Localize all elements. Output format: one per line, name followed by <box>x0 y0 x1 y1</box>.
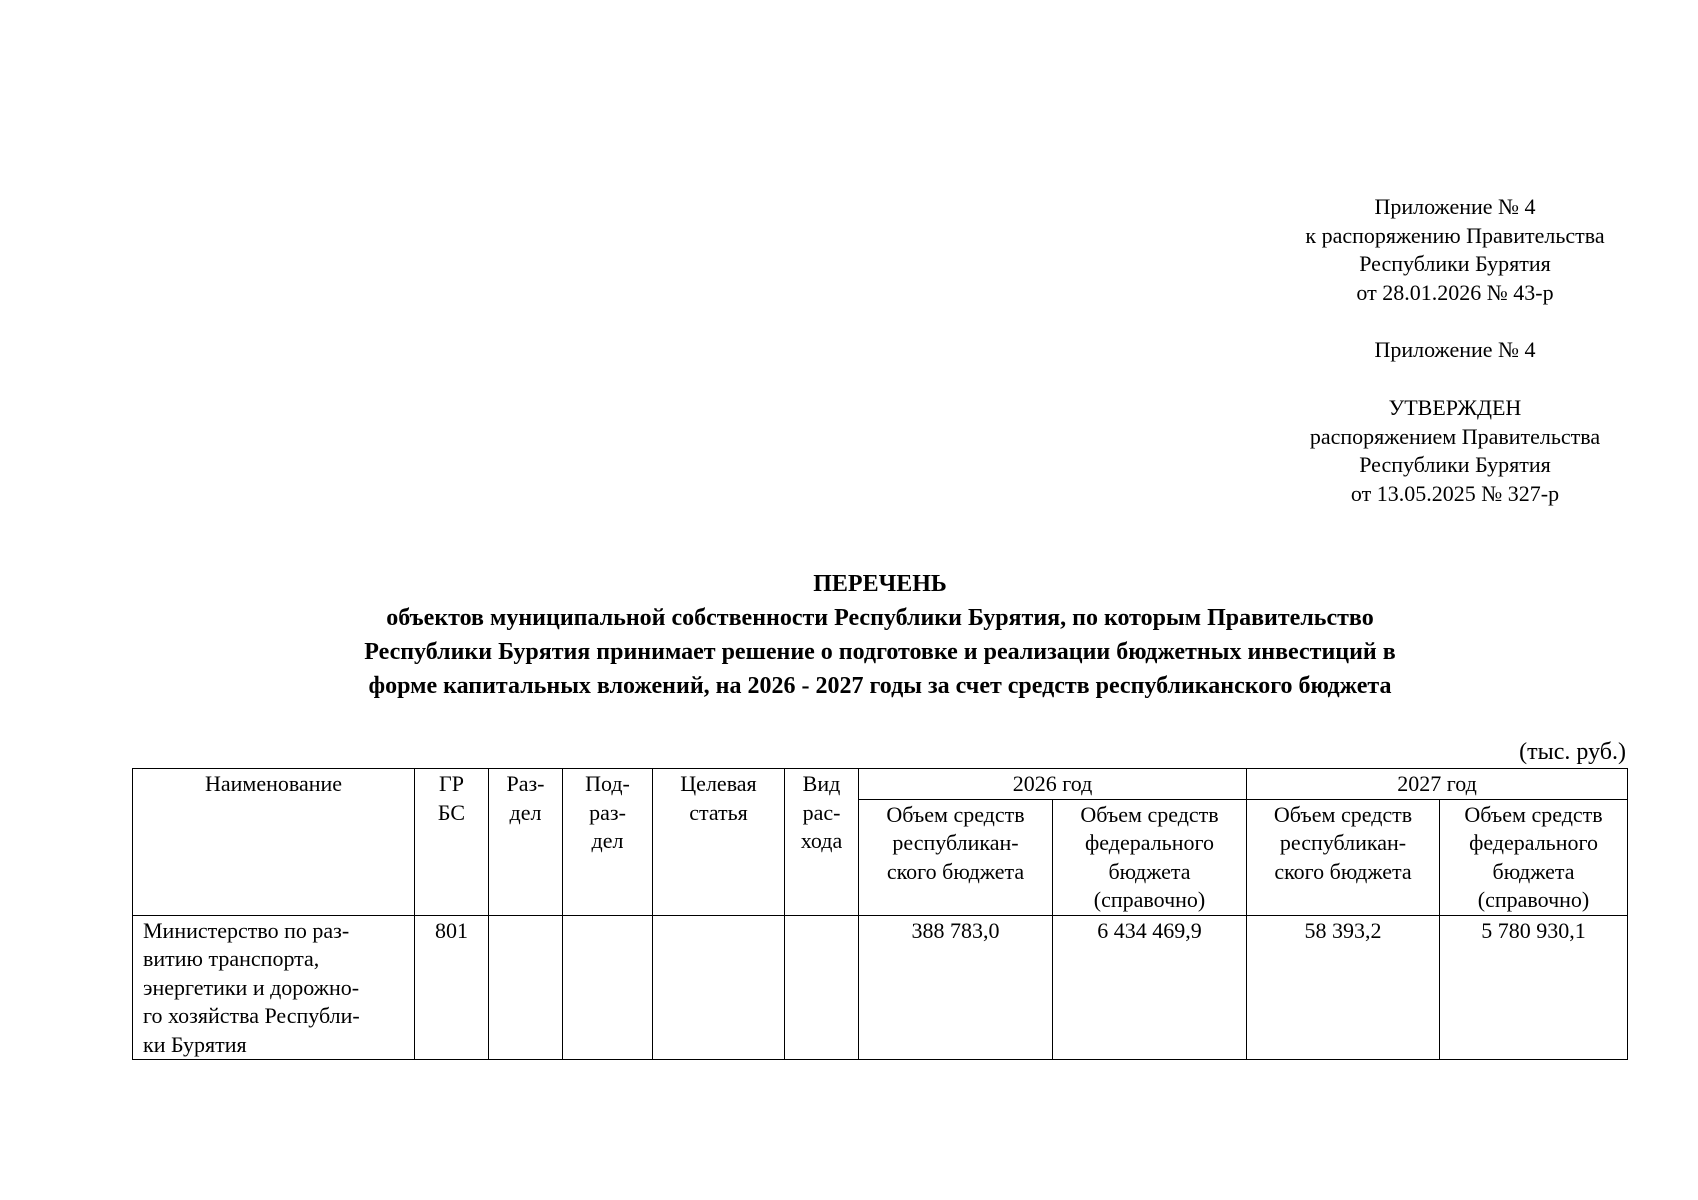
document-title <box>130 567 1630 703</box>
header-2027-republic: Объем средств республикан- ского бюджета <box>1247 799 1440 915</box>
header-year-2026: 2026 год <box>859 769 1247 800</box>
table-row <box>133 915 1628 1060</box>
cell-name: Министерство по раз- витию транспорта, энергетики и дорожно- го хозяйства Республи- ки Бурятия <box>133 915 415 1060</box>
header-2026-republic: Объем средств республикан- ского бюджета <box>859 799 1053 915</box>
header-name: Наименование <box>133 769 415 916</box>
header-podrazdel: Под- раз- дел <box>563 769 653 916</box>
appendix-to-order: к распоряжению Правительства <box>1305 222 1605 248</box>
units-note: (тыс. руб.) <box>1519 739 1626 765</box>
cell-target-article <box>653 915 785 1060</box>
header-year-2027: 2027 год <box>1247 769 1628 800</box>
cell-podrazdel <box>563 915 653 1060</box>
appendix-republic: Республики Бурятия <box>1359 251 1551 276</box>
cell-2026-federal: 6 434 469,9 <box>1053 915 1247 1060</box>
cell-grbs: 801 <box>415 915 489 1060</box>
cell-2027-federal: 5 780 930,1 <box>1440 915 1628 1060</box>
title-line-2: Республики Бурятия принимает решение о подготовке и реализации бюджетных инвестиций в <box>364 639 1396 665</box>
header-2027-federal: Объем средств федерального бюджета (справочно) <box>1440 799 1628 915</box>
title-line-1: объектов муниципальной собственности Республики Бурятия, по которым Правительство <box>386 605 1374 631</box>
cell-2027-republic: 58 393,2 <box>1247 915 1440 1060</box>
title-line-3: форме капитальных вложений, на 2026 - 2027 годы за счет средств республиканского бюджета <box>368 673 1392 699</box>
appendix-previous-block <box>1280 336 1630 365</box>
cell-expense-type <box>785 915 859 1060</box>
approval-by-order: распоряжением Правительства <box>1309 423 1601 449</box>
appendix-previous-label: Приложение № 4 <box>1374 337 1536 362</box>
approval-order-date: от 13.05.2025 № 327-р <box>1350 480 1560 506</box>
investment-table <box>132 768 1628 1060</box>
title-heading: ПЕРЕЧЕНЬ <box>813 571 947 597</box>
approval-republic: Республики Бурятия <box>1359 452 1551 477</box>
appendix-order-date: от 28.01.2026 № 43-р <box>1356 279 1554 305</box>
header-expense-type: Вид рас- хода <box>785 769 859 916</box>
appendix-label: Приложение № 4 <box>1374 194 1536 219</box>
header-razdel: Раз- дел <box>489 769 563 916</box>
approval-heading: УТВЕРЖДЕН <box>1388 395 1522 420</box>
cell-razdel <box>489 915 563 1060</box>
cell-2026-republic: 388 783,0 <box>859 915 1053 1060</box>
appendix-current-block <box>1280 193 1630 307</box>
approval-block <box>1280 394 1630 508</box>
header-grbs: ГР БС <box>415 769 489 916</box>
header-2026-federal: Объем средств федерального бюджета (справочно) <box>1053 799 1247 915</box>
header-target-article: Целевая статья <box>653 769 785 916</box>
